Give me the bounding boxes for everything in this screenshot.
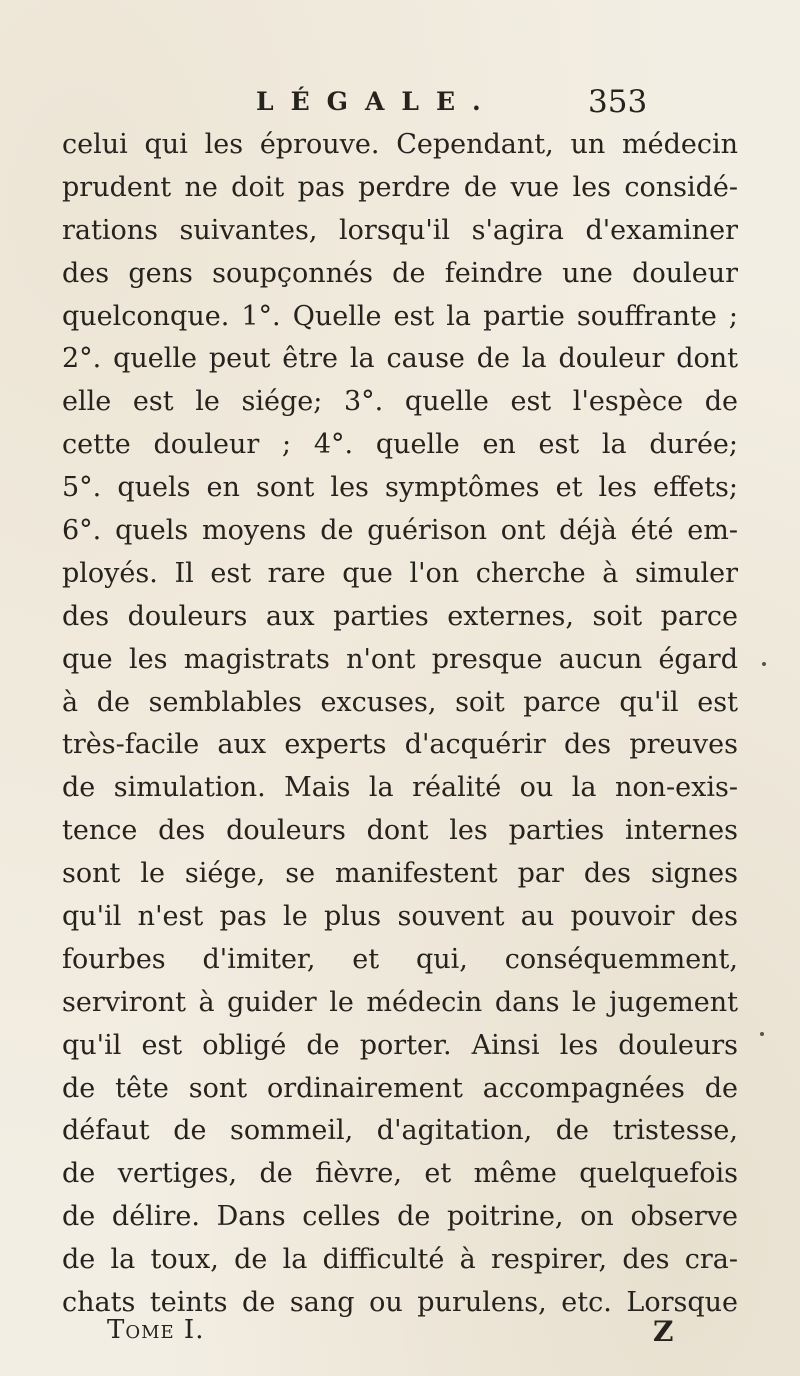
text-line: rations suivantes, lorsqu'il s'agira d'examiner (62, 214, 738, 246)
body-text (62, 124, 738, 1325)
text-line: que les magistrats n'ont presque aucun égard (62, 643, 738, 675)
text-line: de vertiges, de fièvre, et même quelquefois (62, 1158, 738, 1190)
text-line: de simulation. Mais la réalité ou la non-exis- (62, 772, 738, 804)
text-line: sont le siége, se manifestent par des signes (62, 858, 738, 890)
running-head-title: LÉGALE. (256, 87, 498, 116)
margin-speck (762, 662, 766, 666)
text-line: fourbes d'imiter, et qui, conséquemment, (62, 943, 738, 975)
page-number: 353 (588, 84, 648, 120)
text-line: qu'il n'est pas le plus souvent au pouvoir des (62, 901, 738, 933)
page-footer (0, 1310, 800, 1350)
text-line: des douleurs aux parties externes, soit parce (62, 600, 738, 632)
text-line: de tête sont ordinairement accompagnées de (62, 1072, 738, 1104)
text-line: à de semblables excuses, soit parce qu'il est (62, 686, 738, 718)
text-line: quelconque. 1°. Quelle est la partie souffrante ; (62, 300, 738, 332)
text-line: de la toux, de la difficulté à respirer, des cra- (62, 1244, 738, 1276)
text-line: des gens soupçonnés de feindre une douleur (62, 257, 738, 289)
text-line: 5°. quels en sont les symptômes et les effets; (62, 472, 738, 504)
text-line: très-facile aux experts d'acquérir des preuves (62, 729, 738, 761)
text-line: prudent ne doit pas perdre de vue les considé- (62, 171, 738, 203)
text-line: défaut de sommeil, d'agitation, de tristesse, (62, 1115, 738, 1147)
margin-speck (760, 1032, 764, 1036)
text-line: qu'il est obligé de porter. Ainsi les douleurs (62, 1029, 738, 1061)
text-line: tence des douleurs dont les parties internes (62, 815, 738, 847)
running-head (0, 82, 800, 122)
text-line: chats teints de sang ou purulens, etc. Lorsque (62, 1287, 738, 1319)
text-line: celui qui les éprouve. Cependant, un médecin (62, 129, 738, 160)
text-line: ployés. Il est rare que l'on cherche à simuler (62, 557, 738, 589)
text-line: 6°. quels moyens de guérison ont déjà été em- (62, 515, 738, 547)
text-line: cette douleur ; 4°. quelle en est la durée; (62, 429, 738, 461)
text-line: elle est le siége; 3°. quelle est l'espèce de (62, 386, 738, 418)
signature-mark: Z (653, 1315, 674, 1348)
volume-mark: Tome I. (107, 1315, 205, 1345)
text-line: 2°. quelle peut être la cause de la douleur dont (62, 343, 738, 375)
text-line: serviront à guider le médecin dans le jugement (62, 986, 738, 1018)
text-line: de délire. Dans celles de poitrine, on observe (62, 1201, 738, 1233)
